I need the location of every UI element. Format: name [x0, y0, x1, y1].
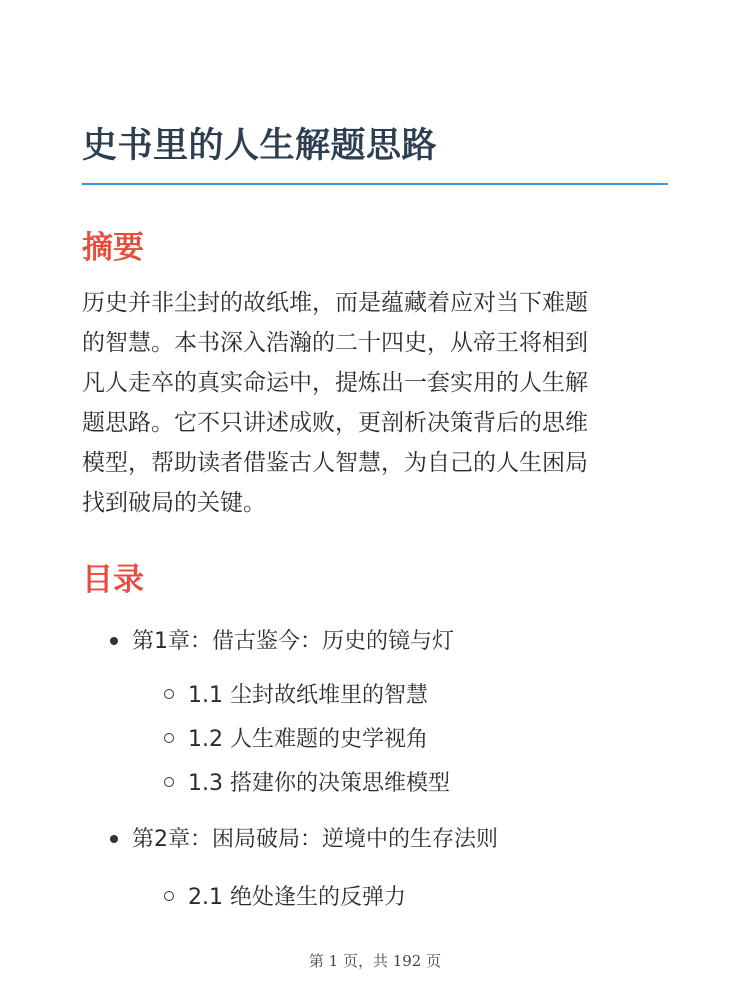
toc-section-title: 1.2 人生难题的史学视角	[188, 727, 428, 752]
hollow-bullet-icon	[164, 777, 174, 787]
summary-line: 历史并非尘封的故纸堆，而是蕴藏着应对当下难题	[82, 290, 588, 316]
toc-heading: 目录	[82, 562, 144, 598]
toc-chapter-title: 第2章：困局破局：逆境中的生存法则	[132, 827, 498, 852]
summary-line: 模型，帮助读者借鉴古人智慧，为自己的人生困局	[82, 450, 588, 476]
filled-bullet-icon	[110, 637, 118, 645]
summary-paragraph	[82, 283, 668, 523]
toc-section-title: 2.1 绝处逢生的反弹力	[188, 885, 406, 910]
hollow-bullet-icon	[164, 689, 174, 699]
filled-bullet-icon	[110, 835, 118, 843]
document-title: 史书里的人生解题思路	[82, 126, 438, 166]
summary-line: 的智慧。本书深入浩瀚的二十四史，从帝王将相到	[82, 330, 588, 356]
hollow-bullet-icon	[164, 733, 174, 743]
summary-heading: 摘要	[82, 230, 144, 266]
summary-line: 找到破局的关键。	[82, 490, 266, 516]
title-divider	[82, 183, 668, 185]
page-number-footer: 第 1 页，共 192 页	[308, 952, 442, 970]
summary-line: 题思路。它不只讲述成败，更剖析决策背后的思维	[82, 410, 588, 436]
toc-chapter-title: 第1章：借古鉴今：历史的镜与灯	[132, 629, 454, 654]
toc-section-title: 1.3 搭建你的决策思维模型	[188, 771, 450, 796]
summary-line: 凡人走卒的真实命运中，提炼出一套实用的人生解	[82, 370, 588, 396]
toc-section-title: 1.1 尘封故纸堆里的智慧	[188, 683, 428, 708]
hollow-bullet-icon	[164, 891, 174, 901]
